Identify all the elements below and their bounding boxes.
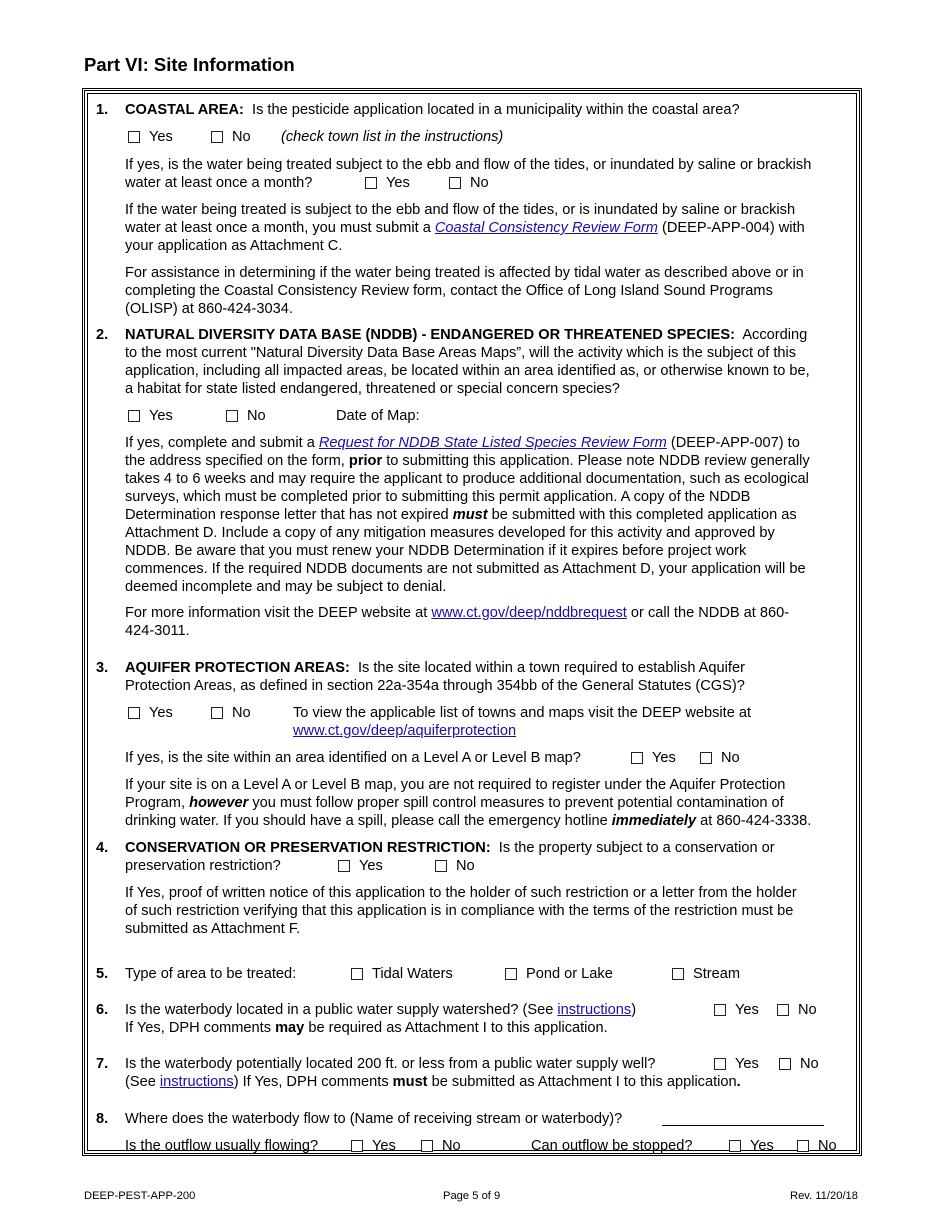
q3-no-checkbox[interactable] <box>211 707 223 719</box>
q2-date-label: Date of Map: <box>336 408 420 424</box>
q5-pond-checkbox[interactable] <box>505 968 517 980</box>
q4-line1: CONSERVATION OR PRESERVATION RESTRICTION: Is the property subject to a conservation or <box>125 840 775 856</box>
receiving-waterbody-input[interactable] <box>662 1125 824 1126</box>
q5-stream-checkbox[interactable] <box>672 968 684 980</box>
aquifer-protection-link[interactable]: www.ct.gov/deep/aquiferprotection <box>293 723 517 739</box>
q2-number: 2. <box>96 327 109 343</box>
q1-para1-line3: your application as Attachment C. <box>125 238 343 254</box>
q6-line1: Is the waterbody located in a public water supply watershed? (See instructions) <box>125 1002 637 1018</box>
nddb-review-form-link[interactable]: Request for NDDB State Listed Species Review Form <box>318 435 667 451</box>
q5-tidal-checkbox[interactable] <box>351 968 363 980</box>
q8-number: 8. <box>96 1111 109 1127</box>
q2-line1: NATURAL DIVERSITY DATA BASE (NDDB) - ENDANGERED OR THREATENED SPECIES: According <box>125 327 808 343</box>
q3-line1: AQUIFER PROTECTION AREAS: Is the site located within a town required to establish Aquifer <box>125 660 745 676</box>
q7-yes-option[interactable]: Yes <box>714 1055 759 1073</box>
q6-yes-option[interactable]: Yes <box>714 1001 759 1019</box>
q2-para1-line3: takes 4 to 6 weeks and may require the applicant to produce additional documentation, such as ecological <box>125 471 809 487</box>
q8-stopped-yes-option[interactable]: Yes <box>729 1137 774 1155</box>
q7-yes-checkbox[interactable] <box>714 1058 726 1070</box>
q1-sub-line1: If yes, is the water being treated subject to the ebb and flow of the tides, or inundated by saline or brackish <box>125 157 812 173</box>
q2-line2: to the most current "Natural Diversity Data Base Areas Maps”, will the activity which is the subject of this <box>125 345 797 361</box>
q7-line2: (See instructions) If Yes, DPH comments must be submitted as Attachment I to this application. <box>125 1074 741 1090</box>
q8-outflow-yes-checkbox[interactable] <box>351 1140 363 1152</box>
q3-no-option[interactable]: No <box>211 704 251 722</box>
q4-yes-checkbox[interactable] <box>338 860 350 872</box>
q2-yes-option[interactable]: Yes <box>128 407 173 425</box>
q3-yes-option[interactable]: Yes <box>128 704 173 722</box>
nddb-request-link[interactable]: www.ct.gov/deep/nddbrequest <box>431 605 627 621</box>
q1-sub-no-checkbox[interactable] <box>449 177 461 189</box>
q2-line3: application, including all impacted areas, be located within an area identified as, or otherwise known to be, <box>125 363 810 379</box>
q1-sub-no-option[interactable]: No <box>449 174 489 192</box>
q8-stopped-no-checkbox[interactable] <box>797 1140 809 1152</box>
q3-para-line3: drinking water. If you should have a spill, please call the emergency hotline immediately at 860-424-3338. <box>125 813 812 829</box>
q5-tidal-option[interactable]: Tidal Waters <box>351 965 453 983</box>
q2-line4: a habitat for state listed endangered, threatened or special concern species? <box>125 381 620 397</box>
q5-stream-option[interactable]: Stream <box>672 965 740 983</box>
q7-no-checkbox[interactable] <box>779 1058 791 1070</box>
coastal-consistency-link[interactable]: Coastal Consistency Review Form <box>434 220 658 236</box>
q7-no-option[interactable]: No <box>779 1055 819 1073</box>
q8-outflow-yes-option[interactable]: Yes <box>351 1137 396 1155</box>
form-code: DEEP-PEST-APP-200 <box>84 1190 196 1202</box>
q3-sub-yes-option[interactable]: Yes <box>631 749 676 767</box>
q4-line2: preservation restriction? <box>125 858 281 874</box>
q3-yes-checkbox[interactable] <box>128 707 140 719</box>
q1-yes-checkbox[interactable] <box>128 131 140 143</box>
q7-line1: Is the waterbody potentially located 200 ft. or less from a public water supply well? <box>125 1056 656 1072</box>
q1-para2-line3: (OLISP) at 860-424-3034. <box>125 301 293 317</box>
q3-sub-yes-checkbox[interactable] <box>631 752 643 764</box>
q1-question: COASTAL AREA: Is the pesticide application located in a municipality within the coastal area? <box>125 102 740 118</box>
q2-para1-line6: Attachment D. Include a copy of any mitigation measures developed for this activity and approved by <box>125 525 775 541</box>
q8-line1: Where does the waterbody flow to (Name of receiving stream or waterbody)? <box>125 1111 623 1127</box>
q2-para1-line9: deemed incomplete and may be subject to denial. <box>125 579 447 595</box>
q1-yes-option[interactable]: Yes <box>128 128 173 146</box>
q7-instructions-link[interactable]: instructions <box>159 1074 234 1090</box>
q8-outflow-no-checkbox[interactable] <box>421 1140 433 1152</box>
q2-para1-line2: the address specified on the form, prior to submitting this application. Please note NDDB review generally <box>125 453 810 469</box>
q2-no-option[interactable]: No <box>226 407 266 425</box>
q3-para-line1: If your site is on a Level A or Level B map, you are not required to register under the Aquifer Protection <box>125 777 786 793</box>
q4-para-line1: If Yes, proof of written notice of this application to the holder of such restriction or a letter from the holder <box>125 885 797 901</box>
q2-para1-line5: Determination response letter that has not expired must be submitted with this completed application as <box>125 507 797 523</box>
q2-para1-line7: NDDB. Be aware that you must renew your NDDB Determination if it expires before project work <box>125 543 747 559</box>
q1-no-option[interactable]: No <box>211 128 251 146</box>
q1-sub-line2: water at least once a month? <box>125 175 313 191</box>
q6-no-checkbox[interactable] <box>777 1004 789 1016</box>
q2-para2-line2: 424-3011. <box>125 623 190 639</box>
q8-stopped-no-option[interactable]: No <box>797 1137 837 1155</box>
q1-para1-line2: water at least once a month, you must submit a Coastal Consistency Review Form (DEEP-APP-004) with <box>125 220 805 236</box>
q4-yes-option[interactable]: Yes <box>338 857 383 875</box>
q1-number: 1. <box>96 102 109 118</box>
q4-no-checkbox[interactable] <box>435 860 447 872</box>
q3-sub: If yes, is the site within an area identified on a Level A or Level B map? <box>125 750 581 766</box>
q6-number: 6. <box>96 1002 109 1018</box>
q3-view-text: To view the applicable list of towns and maps visit the DEEP website at <box>293 705 752 721</box>
q2-yes-checkbox[interactable] <box>128 410 140 422</box>
q3-number: 3. <box>96 660 109 676</box>
q5-number: 5. <box>96 966 109 982</box>
q3-para-line2: Program, however you must follow proper spill control measures to prevent potential contamination of <box>125 795 784 811</box>
q1-para1-line1: If the water being treated is subject to the ebb and flow of the tides, or is inundated by saline or brackish <box>125 202 796 218</box>
q3-sub-no-checkbox[interactable] <box>700 752 712 764</box>
q3-sub-no-option[interactable]: No <box>700 749 740 767</box>
q1-para2-line1: For assistance in determining if the water being treated is affected by tidal water as described above or in <box>125 265 804 281</box>
q1-sub-yes-option[interactable]: Yes <box>365 174 410 192</box>
q5-text: Type of area to be treated: <box>125 966 297 982</box>
q6-no-option[interactable]: No <box>777 1001 817 1019</box>
q4-para-line2: of such restriction verifying that this application is in compliance with the terms of the restriction must be <box>125 903 794 919</box>
q1-para2-line2: completing the Coastal Consistency Review form, contact the Office of Long Island Sound Programs <box>125 283 773 299</box>
q1-sub-yes-checkbox[interactable] <box>365 177 377 189</box>
q3-line2: Protection Areas, as defined in section 22a-354a through 354bb of the General Statutes (CGS)? <box>125 678 745 694</box>
q4-no-option[interactable]: No <box>435 857 475 875</box>
page-title: Part VI: Site Information <box>84 54 295 75</box>
q4-para-line3: submitted as Attachment F. <box>125 921 301 937</box>
q4-number: 4. <box>96 840 109 856</box>
q2-para1-line4: surveys, which must be completed prior to submitting this permit application. A copy of the NDDB <box>125 489 751 505</box>
q6-instructions-link[interactable]: instructions <box>557 1002 632 1018</box>
q6-line2: If Yes, DPH comments may be required as Attachment I to this application. <box>125 1020 608 1036</box>
page-number: Page 5 of 9 <box>443 1190 501 1202</box>
q8-outflow-label: Is the outflow usually flowing? <box>125 1138 319 1154</box>
q6-yes-checkbox[interactable] <box>714 1004 726 1016</box>
q8-stopped-label: Can outflow be stopped? <box>531 1138 693 1154</box>
q2-para1-line8: commences. If the required NDDB documents are not submitted as Attachment D, your application will be <box>125 561 806 577</box>
q8-outflow-no-option[interactable]: No <box>421 1137 461 1155</box>
q2-para1-line1: If yes, complete and submit a Request for NDDB State Listed Species Review Form (DEEP-APP-007) to <box>125 435 800 451</box>
q8-stopped-yes-checkbox[interactable] <box>729 1140 741 1152</box>
revision-date: Rev. 11/20/18 <box>790 1190 858 1202</box>
q1-note: (check town list in the instructions) <box>281 129 504 145</box>
q2-no-checkbox[interactable] <box>226 410 238 422</box>
q1-no-checkbox[interactable] <box>211 131 223 143</box>
q2-para2-line1: For more information visit the DEEP website at www.ct.gov/deep/nddbrequest or call the NDDB at 860- <box>125 605 790 621</box>
q5-pond-option[interactable]: Pond or Lake <box>505 965 613 983</box>
q7-number: 7. <box>96 1056 109 1072</box>
